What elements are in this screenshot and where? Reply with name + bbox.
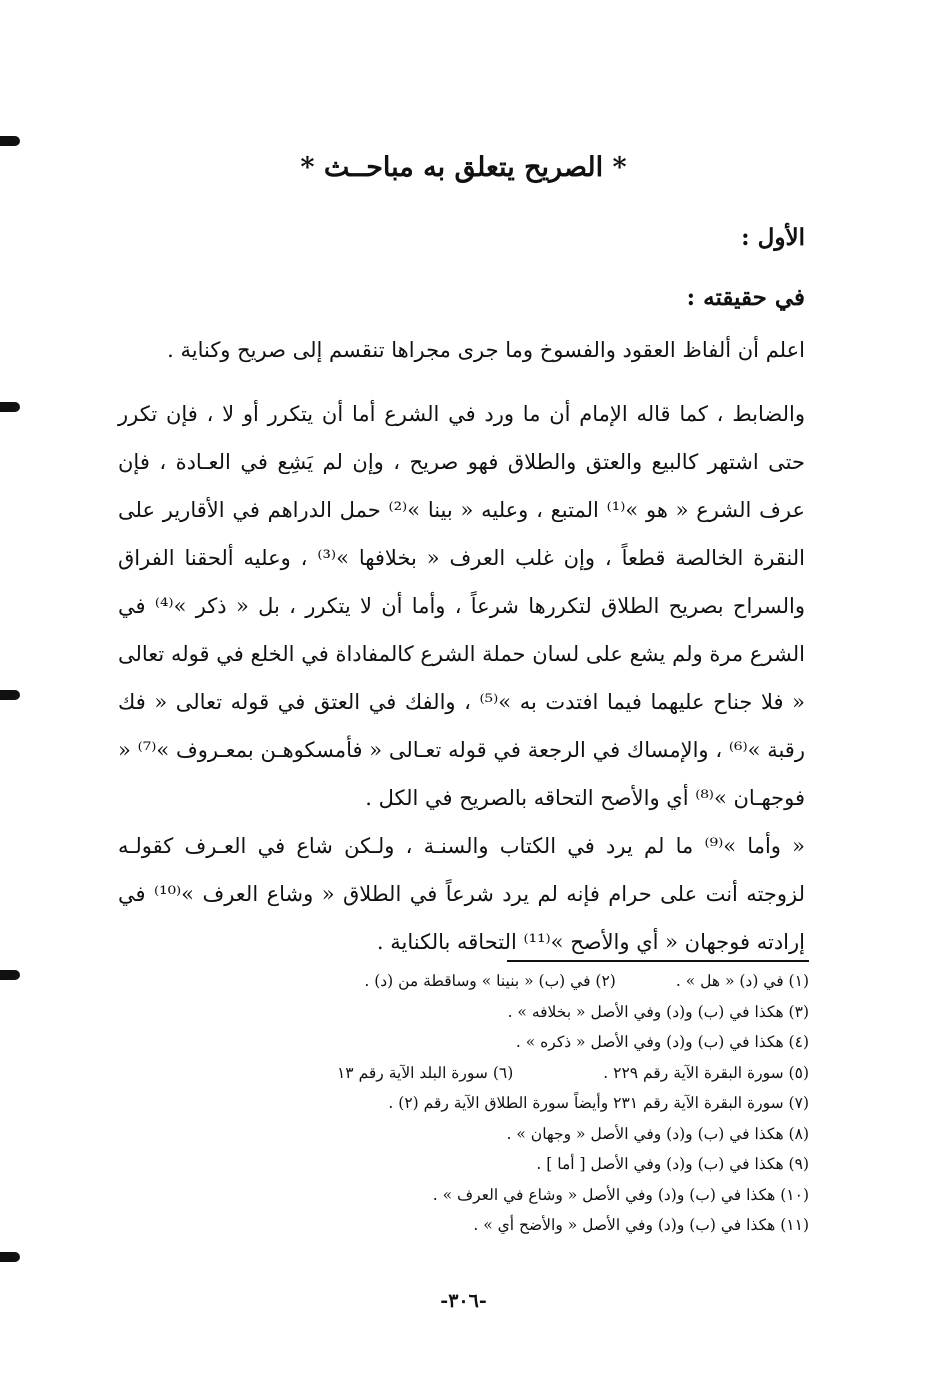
footnotes	[180, 966, 809, 1241]
scan-edge-mark	[0, 690, 20, 700]
footnote-line	[180, 1210, 809, 1241]
paragraph-text: « وأما »⁽⁹⁾ ما لم يرد في الكتاب والسنـة ، ولـكن شاع في العـرف كقولـه لزوجته أنت على حرام فإنه لم يرد شرعاً في الطلاق « وشاع العرف »⁽¹⁰⁾ في إرادته فوجهان « أي والأصح »⁽¹¹⁾ التحاقه بالكناية .	[118, 834, 806, 954]
footnote-separator	[507, 960, 809, 962]
footnote: (٤) هكذا في (ب) و(د) وفي الأصل « ذكره » .	[515, 1033, 809, 1051]
footnote-line	[180, 1027, 809, 1058]
body-paragraph	[118, 326, 805, 374]
footnote: (٨) هكذا في (ب) و(د) وفي الأصل « وجهان » .	[506, 1124, 809, 1143]
paragraph-text: اعلم أن ألفاظ العقود والفسوخ وما جرى مجراها تنقسم إلى صريح وكناية .	[167, 338, 805, 362]
footnote-line	[180, 1119, 809, 1150]
section-heading-reality: في حقيقته :	[686, 284, 805, 311]
page-title: * الصريح يتعلق به مباحــث *	[300, 152, 627, 183]
footnote: (٣) هكذا في (ب) و(د) وفي الأصل « بخلافه » .	[507, 1002, 809, 1021]
footnote: (٢) في (ب) « بنينا » وساقطة من (د) .	[364, 972, 616, 990]
scan-edge-mark	[0, 970, 20, 980]
scan-edge-mark	[0, 402, 20, 412]
footnote: (١٠) هكذا في (ب) و(د) وفي الأصل « وشاع في العرف » .	[432, 1185, 809, 1204]
footnote-line	[180, 1058, 809, 1089]
footnote: (٧) سورة البقرة الآية رقم ٢٣١ وأيضاً سورة الطلاق الآية رقم (٢) .	[388, 1094, 809, 1112]
footnote: (٥) سورة البقرة الآية رقم ٢٢٩ .	[603, 1063, 809, 1082]
footnote-line	[180, 1180, 809, 1211]
footnote-line	[180, 966, 809, 997]
page-number: -٣٠٦-	[440, 1290, 487, 1312]
body-paragraph	[118, 390, 805, 822]
scan-edge-mark	[0, 1252, 20, 1262]
body-paragraph	[118, 822, 805, 966]
paragraph-text: والضابط ، كما قاله الإمام أن ما ورد في الشرع أما أن يتكرر أو لا ، فإن تكرر حتى اشتهر كالبيع والعتق والطلاق فهو صريح ، وإن لم يَشِع في العـادة ، فإن عرف الشرع « هو »⁽¹⁾ المتبع ، وعليه « بينا »⁽²⁾ حمل الدراهم في الأقارير على النقرة الخالصة قطعاً ، وإن غلب العرف « بخلافها »⁽³⁾ ، وعليه ألحقنا الفراق والسراح بصريح الطلاق لتكررها شرعاً ، وأما أن لا يتكرر ، بل « ذكر »⁽⁴⁾ في الشرع مرة ولم يشع على لسان حملة الشرع كالمفاداة في الخلع في قوله تعالى « فلا جناح عليهما فيما افتدت به »⁽⁵⁾ ، والفك في العتق في قوله تعالى « فك رقبة »⁽⁶⁾ ، والإمساك في الرجعة في قوله تعـالى « فأمسكوهـن بمعـروف »⁽⁷⁾ « فوجهـان »⁽⁸⁾ أي والأصح التحاقه بالصريح في الكل .	[118, 402, 806, 810]
scan-edge-mark	[0, 136, 20, 146]
footnote: (٦) سورة البلد الآية رقم ١٣	[336, 1063, 514, 1082]
section-heading-first: الأول :	[741, 224, 805, 251]
footnote: (١١) هكذا في (ب) و(د) وفي الأصل « والأضح أي » .	[473, 1216, 809, 1234]
footnote-line	[180, 997, 809, 1028]
footnote-line	[180, 1149, 809, 1180]
footnote: (١) في (د) « هل » .	[675, 972, 809, 990]
footnote-line	[180, 1088, 809, 1119]
footnote: (٩) هكذا في (ب) و(د) وفي الأصل [ أما ] .	[536, 1155, 809, 1173]
